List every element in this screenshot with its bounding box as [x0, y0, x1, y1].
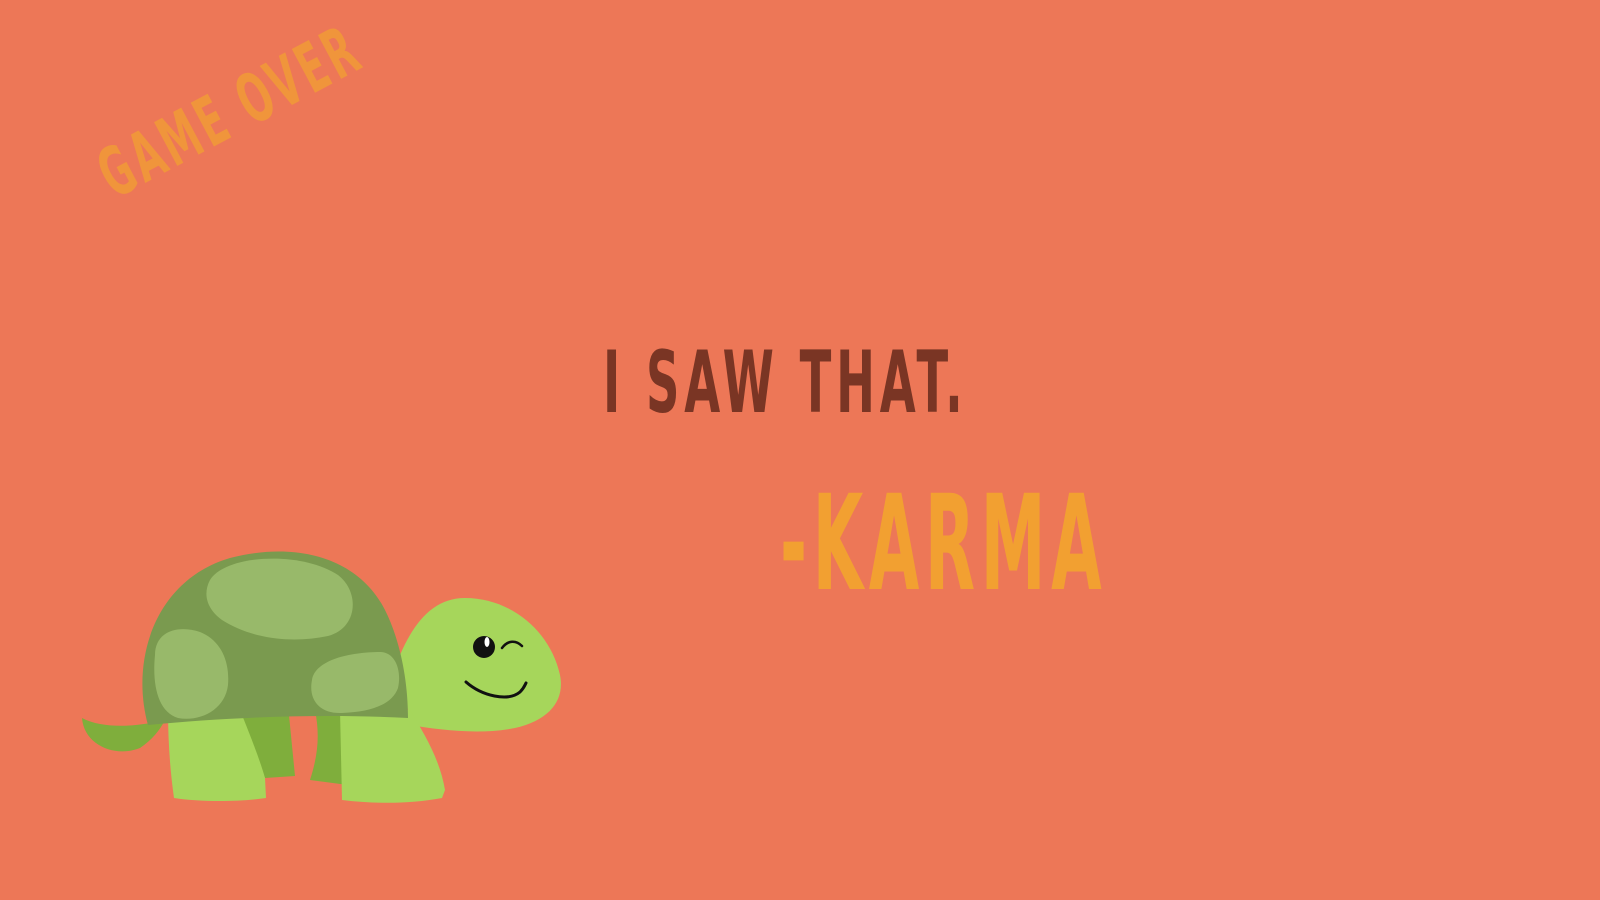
turtle-head: [400, 598, 561, 731]
quote-text: I SAW THAT.: [603, 333, 968, 433]
turtle-eye: [473, 636, 495, 658]
winking-turtle-icon: [70, 540, 590, 830]
quote-author: -KARMA: [780, 467, 1108, 621]
turtle-eye-highlight: [485, 637, 490, 647]
game-over-title: GAME OVER: [85, 10, 376, 215]
